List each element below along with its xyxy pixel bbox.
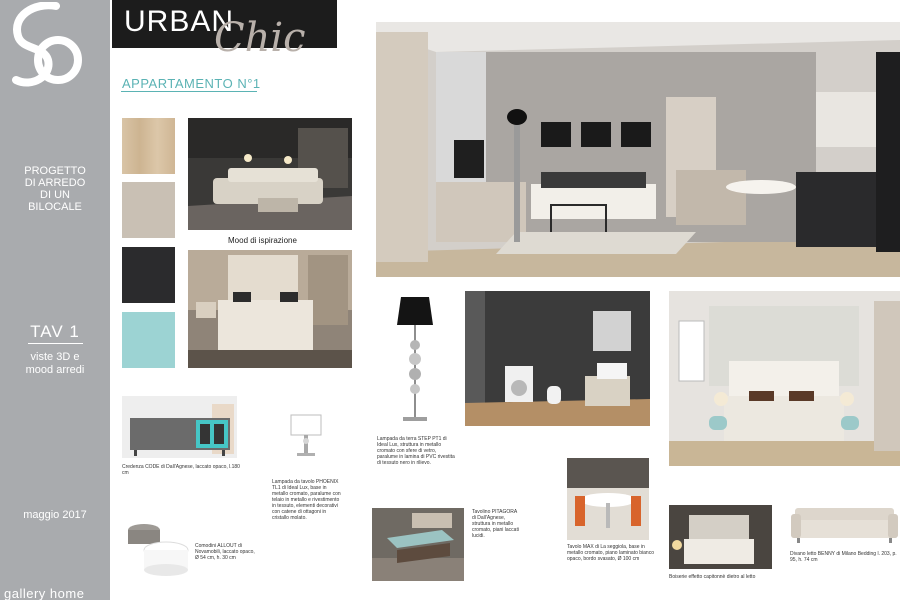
caption-dining-table: Tavolo MAX di La seggiola, base in metallo cromato, piano laminato bianco opaco, bordo svasato, Ø 100 cm xyxy=(567,544,654,562)
product-headboard xyxy=(669,505,772,569)
table-number: TAV 1 xyxy=(30,322,80,341)
product-table-lamp xyxy=(287,413,325,458)
swatch-anthracite xyxy=(122,247,175,303)
render-bathroom xyxy=(465,291,650,426)
render-bedroom xyxy=(669,291,900,466)
divider xyxy=(28,343,83,344)
project-line: DI ARREDO xyxy=(24,177,86,189)
subtitle-line: viste 3D e xyxy=(30,351,80,363)
caption-floor-lamp: Lampada da terra STEP PT1 di Ideal Lux, struttura in metallo cromato con sfere di vetro, paralume in lamina di PVC rivestita di tessuto nero in rilievo. xyxy=(377,436,455,466)
caption-table-lamp: Lampada da tavolo PHOENIX TL1 di Ideal Lux, base in metallo cromato, paralume con telaio in metallo e rivestimento in tessuto, elementi decorativi con catene di ottagoni in cristallo molato. xyxy=(272,479,341,521)
swatch-greige xyxy=(122,182,175,238)
mood-image-living xyxy=(188,118,352,230)
product-sofa xyxy=(789,502,900,544)
caption-sofa: Divano letto BENNY di Milano Bedding l. 203, p. 95, h. 74 cm xyxy=(790,551,897,563)
table-subtitle xyxy=(0,351,110,377)
project-line: BILOCALE xyxy=(28,201,82,213)
date-label: maggio 2017 xyxy=(23,509,87,521)
caption-sideboard: Credenza CODE di Dall'Agnese, laccato opaco, l.180 cm xyxy=(122,464,240,476)
product-sideboard xyxy=(122,396,237,458)
render-living-kitchen xyxy=(376,22,900,277)
caption-coffee-table: Tavolino PITAGORA di Dall'Agnese, struttura in metallo cromato, piani laccati lucidi. xyxy=(472,509,519,539)
project-line: PROGETTO xyxy=(24,165,86,177)
apartment-heading: APPARTAMENTO N°1 xyxy=(122,76,261,91)
logo-monogram-icon xyxy=(4,2,86,94)
caption-nightstand: Comodini ALLOUT di Novamobili, laccato opaco, Ø 54 cm, h. 30 cm xyxy=(195,543,255,561)
mood-image-bedroom xyxy=(188,250,352,368)
swatch-aqua xyxy=(122,312,175,368)
swatch-oak xyxy=(122,118,175,174)
mood-caption: Mood di ispirazione xyxy=(228,236,297,245)
product-floor-lamp xyxy=(385,297,445,427)
brand-logo-text: gallery home xyxy=(4,586,85,601)
heading-underline xyxy=(121,91,257,92)
project-description xyxy=(0,165,110,213)
title-chic: Chic xyxy=(214,15,306,61)
product-nightstand xyxy=(122,516,192,578)
product-dining-table xyxy=(567,458,649,540)
subtitle-line: mood arredi xyxy=(25,364,85,376)
project-line: DI UN xyxy=(40,189,70,201)
caption-headboard: Boiserie effetto capitonnè dietro al letto xyxy=(669,574,756,580)
title-urban: URBAN xyxy=(124,5,235,38)
product-coffee-table xyxy=(372,508,464,581)
